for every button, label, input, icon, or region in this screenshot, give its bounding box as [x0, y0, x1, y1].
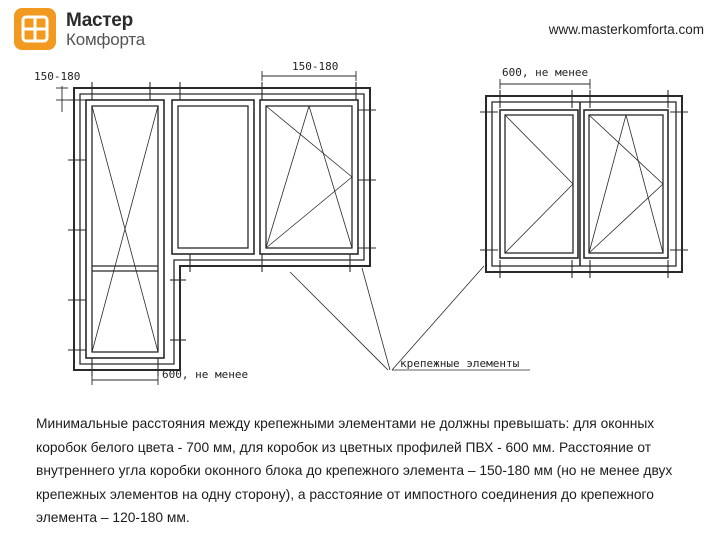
- balcony-block: [56, 71, 376, 385]
- caption-text: Минимальные расстояния между крепежными элементами не должны превышать: для оконных коробок белого цвета - 700 мм, для коробок из цветных профилей ПВХ - 600 мм. Расстояние от внутреннего угла коробки оконного блока до крепежного элемента – 150-180 мм (но не менее двух крепежных элементов на одну сторону), а расстояние от импостного соединения до крепежного элемента – 120-180 мм.: [36, 416, 673, 525]
- website-url[interactable]: www.masterkomforta.com: [548, 22, 704, 37]
- dim-label-right-top: 600, не менее: [502, 66, 589, 79]
- fasteners-label: крепежные элементы: [400, 357, 520, 370]
- logo-text-master: Мастер: [66, 10, 133, 31]
- dim-label-bottom: 600, не менее: [162, 368, 249, 381]
- logo-text-komforta: Комфорта: [66, 30, 146, 49]
- fastener-leader-lines: [290, 266, 530, 370]
- dim-label-top-middle: 150-180: [292, 60, 339, 73]
- two-sash-window: [480, 79, 688, 278]
- dim-label-left-top: 150-180: [34, 70, 81, 83]
